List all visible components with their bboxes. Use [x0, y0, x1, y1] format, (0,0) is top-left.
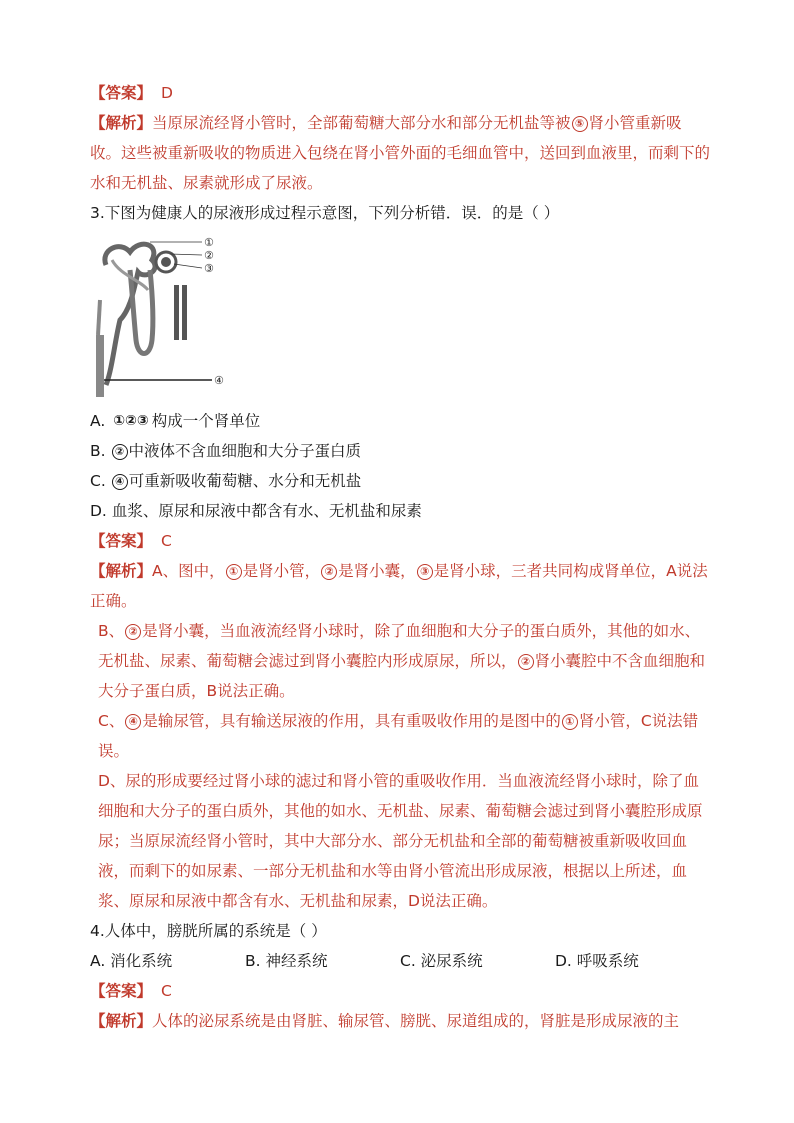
q4-analysis: 【解析】人体的泌尿系统是由肾脏、输尿管、膀胱、尿道组成的，肾脏是形成尿液的主 — [90, 1012, 680, 1030]
diagram-label-4: ④ — [214, 374, 224, 387]
q3-analysis-b: B、 ② 是肾小囊，当血液流经肾小球时，除了血细胞和大分子的蛋白质外，其他的如水、无机盐、尿素、葡萄糖会滤过到肾小囊腔内形成原尿，所以， ② 肾小囊腔中不含血细胞和大分子蛋白质，B说法正确。 — [98, 622, 706, 700]
diagram-label-3: ③ — [204, 262, 214, 275]
document-page — [90, 78, 710, 1036]
q3-option-a: A. ①②③ 构成一个肾单位 — [90, 412, 261, 430]
q3-option-d: D. 血浆、原尿和尿液中都含有水、无机盐和尿素 — [90, 502, 422, 520]
q4-option-b: B. 神经系统 — [245, 952, 328, 970]
q2-answer — [90, 78, 710, 108]
q4-option-d: D. 呼吸系统 — [555, 952, 639, 970]
q3-stem: 3.下图为健康人的尿液形成过程示意图，下列分析错．误．的是（ ） — [90, 204, 560, 222]
diagram-label-1: ① — [204, 236, 214, 249]
diagram-label-2: ② — [204, 249, 214, 262]
q2-answer-value: D — [160, 84, 173, 102]
q3-answer-value: C — [160, 532, 172, 550]
q4-option-c: C. 泌尿系统 — [400, 952, 483, 970]
q3-analysis-a: 【解析】A、图中， ① 是肾小管， ② 是肾小囊， ③ 是肾小球，三者共同构成肾单位，A说法正确。 — [90, 562, 708, 610]
q4-stem: 4.人体中，膀胱所属的系统是（ ） — [90, 922, 327, 940]
answer-label: 【答案】 — [90, 84, 153, 102]
circle-num: ⑤ — [572, 116, 588, 132]
analysis-label: 【解析】 — [90, 114, 153, 132]
q2-analysis: 【解析】当原尿流经肾小管时，全部葡萄糖大部分水和部分无机盐等被 ⑤ 肾小管重新吸收。这些被重新吸收的物质进入包绕在肾小管外面的毛细血管中，送回到血液里，而剩下的水和无机盐、尿素就形成了尿液。 — [90, 114, 711, 192]
q3-option-b: B. ② 中液体不含血细胞和大分子蛋白质 — [90, 442, 362, 460]
q4-answer-value: C — [160, 982, 172, 1000]
q3-option-c: C. ④ 可重新吸收葡萄糖、水分和无机盐 — [90, 472, 362, 490]
nephron-diagram — [90, 230, 230, 400]
q3-analysis-d: D、尿的形成要经过肾小球的滤过和肾小管的重吸收作用．当血液流经肾小球时，除了血细胞和大分子的蛋白质外，其他的如水、无机盐、尿素、葡萄糖会滤过到肾小囊腔形成原尿；当原尿流经肾小管时，其中大部分水、部分无机盐和全部的葡萄糖被重新吸收回血液，而剩下的如尿素、一部分无机盐和水等由肾小管流出形成尿液，根据以上所述，血浆、原尿和尿液中都含有水、无机盐和尿素，D说法正确。 — [98, 772, 703, 910]
q3-answer: 【答案】 C — [90, 532, 172, 550]
q4-options — [90, 946, 710, 976]
q4-option-a: A. 消化系统 — [90, 952, 173, 970]
q4-answer: 【答案】 C — [90, 982, 172, 1000]
q3-analysis-c: C、 ④ 是输尿管，具有输送尿液的作用，具有重吸收作用的是图中的 ① 肾小管，C说法错误。 — [98, 712, 699, 760]
